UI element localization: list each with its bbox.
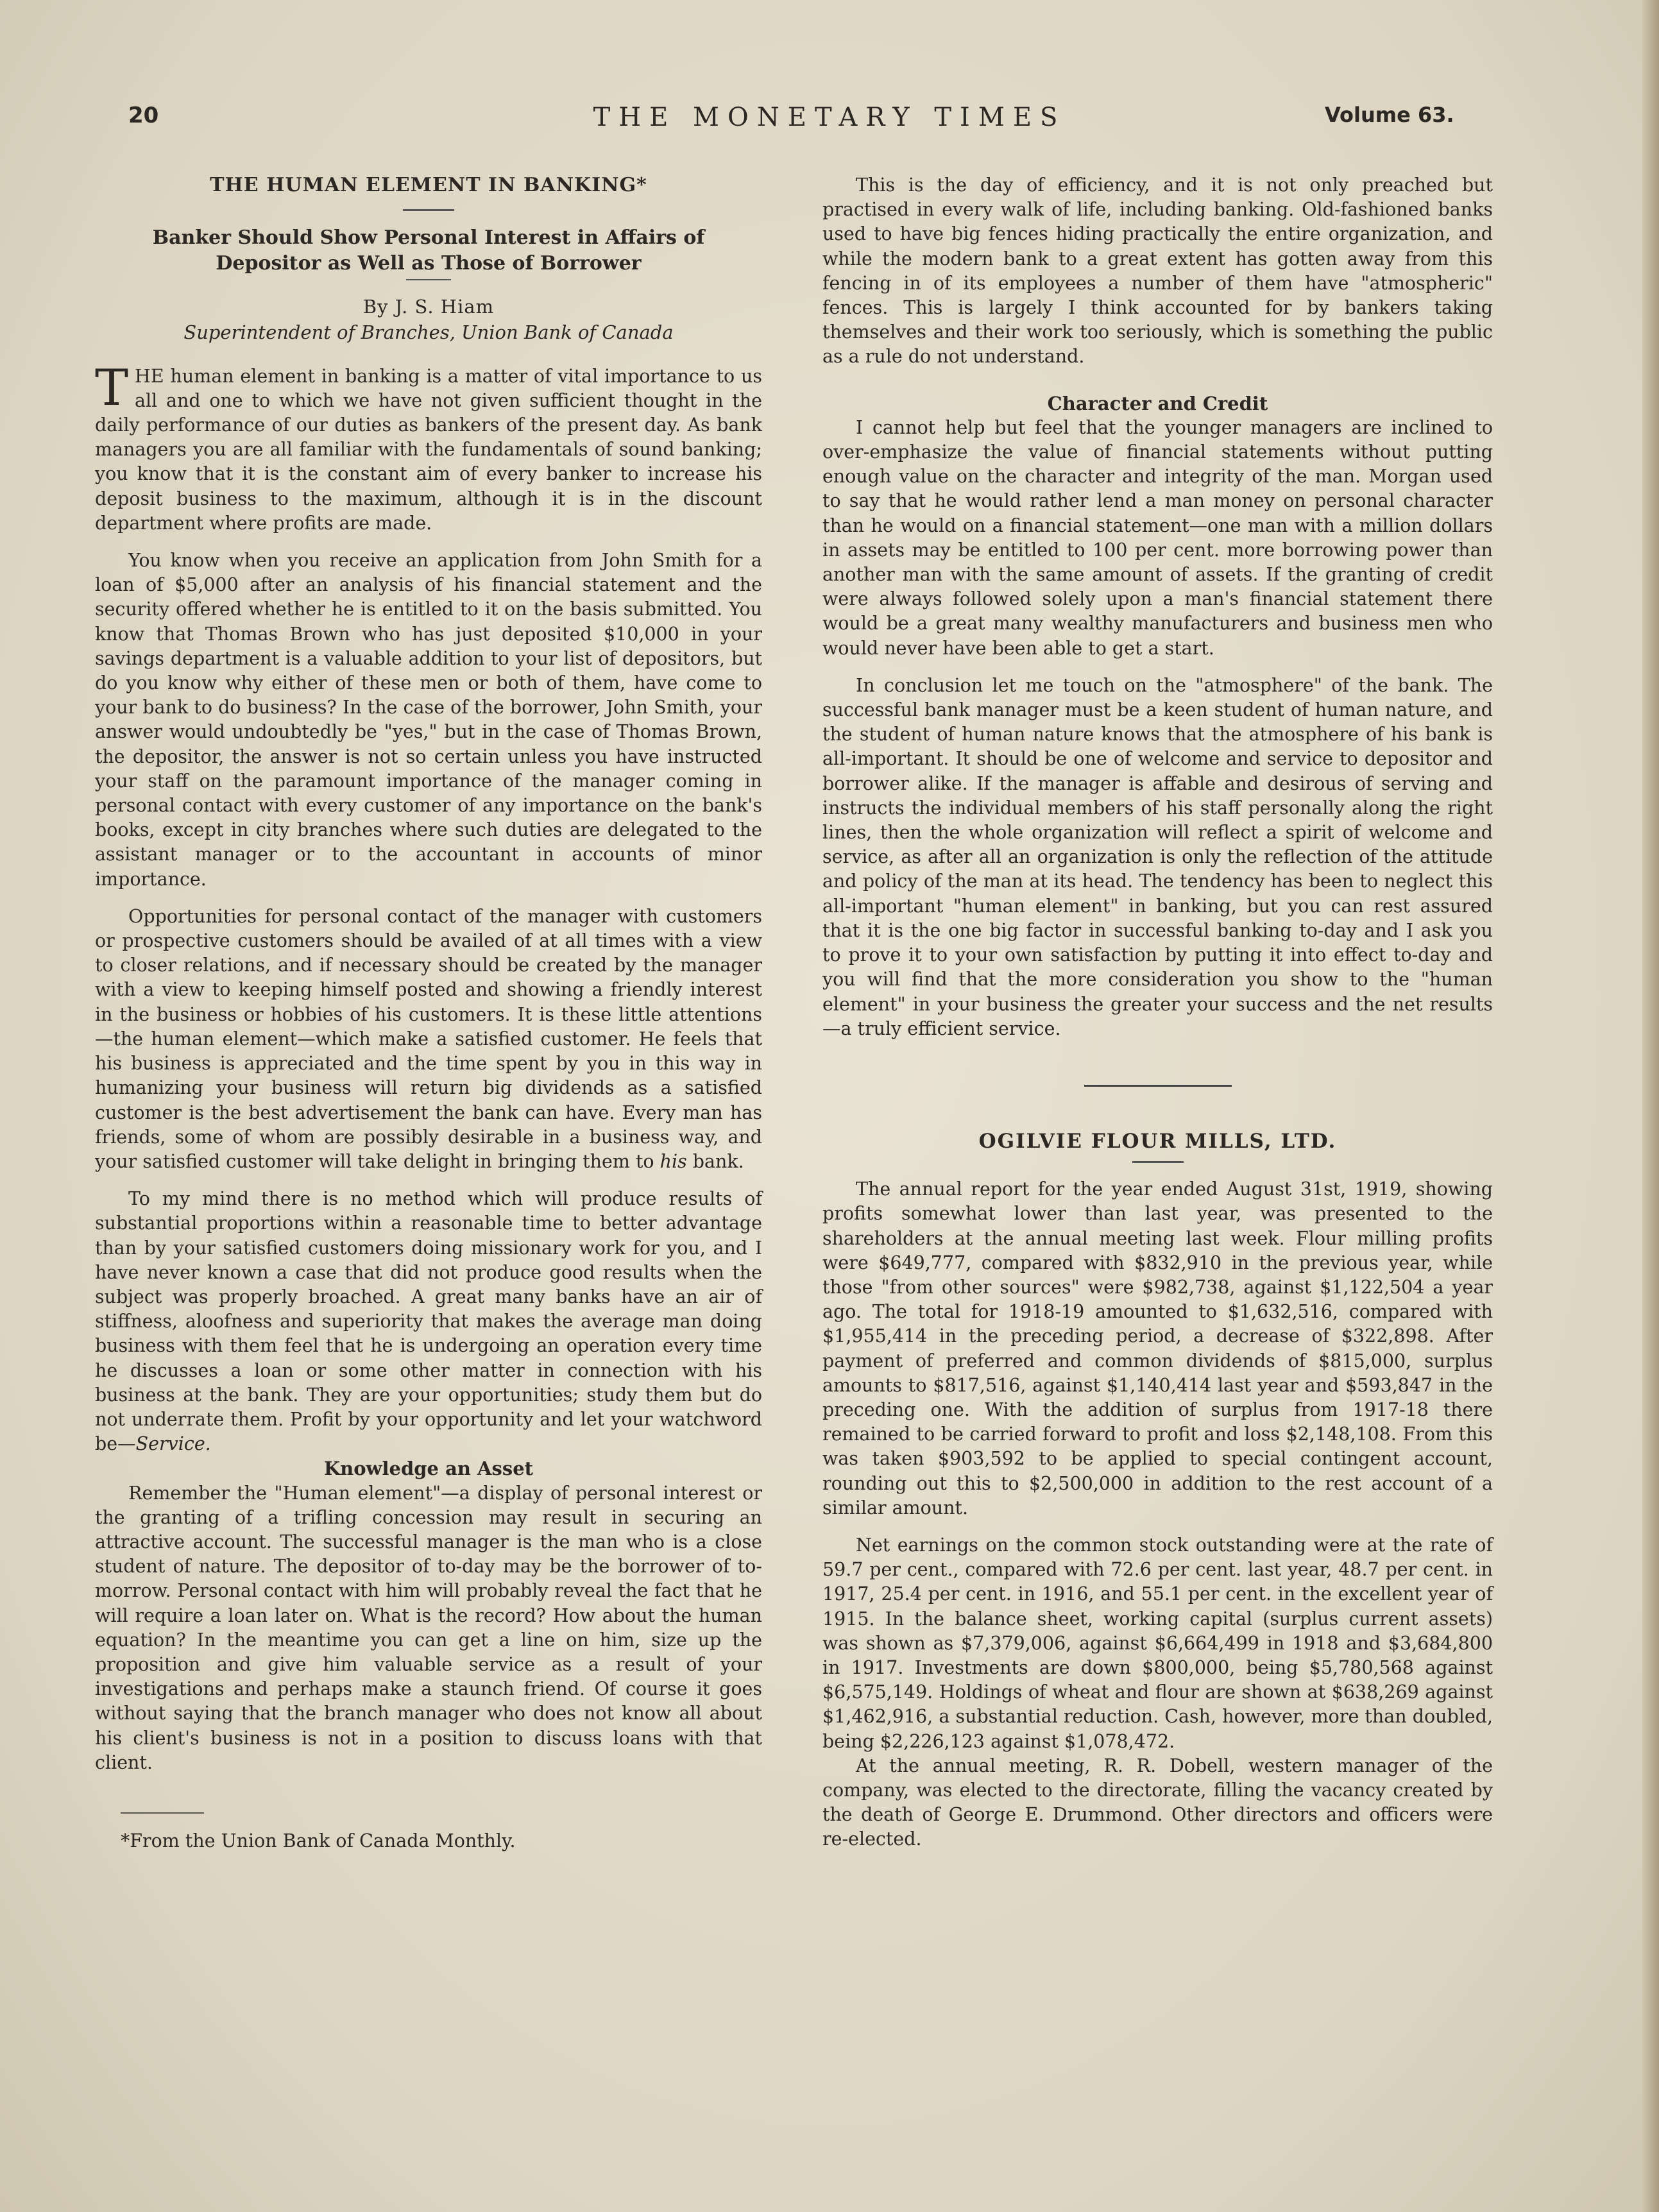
- volume-label: Volume 63.: [1325, 103, 1454, 127]
- title-rule: [1132, 1161, 1184, 1163]
- left-column: [95, 173, 762, 1853]
- paragraph-text: To my mind there is no method which will produce results of substantial proportions within a reasonable time to better advantage than by your satisfied customers doing missionary work for you, and I have never known a case that did not produce good results when the subject was properly broached. A great many banks have an air of stiffness, aloofness and superiority that makes the average man doing business with them feel that he is undergoing an operation every time he discusses a loan or some other matter in connection with his business at the bank. They are your opportunities; study them but do not underrate them. Profit by your opportunity and let your watchword be—: [95, 1188, 762, 1455]
- article-deck: Banker Should Show Personal Interest in Affairs of Depositor as Well as Those of Borrower: [152, 226, 705, 275]
- emphasis: Service.: [135, 1433, 211, 1455]
- paragraph: Net earnings on the common stock outstanding were at the rate of 59.7 per cent., compared with 72.6 per cent. last year, 48.7 per cent. in 1917, 25.4 per cent. in 1916, and 55.1 per cent. in the excellent year of 1915. In the balance sheet, working capital (surplus current assets) was shown as $7,379,006, against $6,664,499 in 1918 and $3,684,800 in 1917. Investments are down $800,000, being $5,780,568 against $6,575,149. Holdings of wheat and flour are shown at $638,269 against $1,462,916, a substantial reduction. Cash, however, more than doubled, being $2,226,123 against $1,078,472.: [822, 1534, 1493, 1752]
- paragraph: [95, 1187, 762, 1456]
- article-separator: [1084, 1085, 1232, 1087]
- title-rule: [403, 209, 454, 211]
- drop-cap: T: [95, 359, 129, 417]
- subheading: Character and Credit: [1047, 392, 1268, 414]
- paragraph-text: HE human element in banking is a matter of vital importance to us all and one to which we have not given sufficient thought in the daily performance of our duties as bankers of the present day. As bank managers you are all familiar with the fundamentals of sound banking; you know that it is the constant aim of every banker to increase his deposit business to the maximum, although it is in the discount department where profits are made.: [95, 365, 762, 534]
- subheading: Knowledge an Asset: [323, 1458, 534, 1480]
- paragraph: [95, 905, 762, 1174]
- paragraph: Remember the "Human element"—a display of personal interest or the granting of a trifling concession may result in securing an attractive account. The successful manager is the man who is a close student of nature. The depositor of to-day may be the borrower of to-morrow. Personal contact with him will probably reveal the fact that he will require a loan later on. What is the record? How about the human equation? In the meantime you can get a line on him, size up the proposition and give him valuable service as a result of your investigations and perhaps make a staunch friend. Of course it goes without saying that the branch manager who does not know all about his client's business is not in a position to discuss loans with that client.: [95, 1482, 762, 1773]
- deck-rule: [406, 279, 451, 280]
- right-column: [822, 173, 1493, 1852]
- article-title: OGILVIE FLOUR MILLS, LTD.: [978, 1129, 1337, 1153]
- article-title: THE HUMAN ELEMENT IN BANKING*: [210, 174, 647, 196]
- paragraph: You know when you receive an application from John Smith for a loan of $5,000 after an analysis of his financial statement and the security offered whether he is entitled to it on the basis submitted. You know that Thomas Brown who has just deposited $10,000 in your savings department is a valuable addition to your list of depositors, but do you know why either of these men or both of them, have come to your bank to do business? In the case of the borrower, John Smith, your answer would undoubtedly be "yes," but in the case of Thomas Brown, the depositor, the answer is not so certain unless you have instructed your staff on the paramount importance of the manager coming in personal contact with every customer of any importance on the bank's books, except in city branches where such duties are delegated to the assistant manager or to the accountant in accounts of minor importance.: [95, 550, 762, 890]
- publication-title: THE MONETARY TIMES: [593, 103, 1066, 132]
- paragraph: This is the day of efficiency, and it is not only preached but practised in every walk of life, including banking. Old-fashioned banks used to have big fences hiding practically the entire organization, and while the modern bank to a great extent has gotten away from this fencing in of its employees a number of them have "atmospheric" fences. This is largely I think accounted for by bankers taking themselves and their work too seriously, which is something the public as a rule do not understand.: [822, 174, 1493, 368]
- paragraph-text: Opportunities for personal contact of the manager with customers or prospective customers should be availed of at all times with a view to closer relations, and if necessary should be created by the manager with a view to keeping himself posted and showing a friendly interest in the business or hobbies of his customers. It is these little attentions—the human element—which make a satisfied customer. He feels that his business is appreciated and the time spent by you in this way in humanizing your business will return big dividends as a satisfied customer is the best advertisement the bank can have. Every man has friends, some of whom are possibly desirable in a business way, and your satisfied customer will take delight in bringing them to: [95, 905, 762, 1172]
- page-number: 20: [128, 103, 159, 128]
- paragraph-text: bank.: [692, 1150, 744, 1172]
- page-edge-shadow: [1642, 0, 1659, 2212]
- paragraph: At the annual meeting, R. R. Dobell, western manager of the company, was elected to the directorate, filling the vacancy created by the death of George E. Drummond. Other directors and officers were re-elected.: [822, 1755, 1493, 1850]
- paragraph: [95, 359, 762, 536]
- author-position: Superintendent of Branches, Union Bank of Canada: [183, 321, 674, 344]
- footnote: *From the Union Bank of Canada Monthly.: [121, 1830, 516, 1851]
- byline: By J. S. Hiam: [362, 296, 495, 318]
- paragraph: The annual report for the year ended August 31st, 1919, showing profits somewhat lower than last year, was presented to the shareholders at the annual meeting last week. Flour milling profits were $649,777, compared with $832,910 in the previous year, while those "from other sources" were $982,738, against $1,122,504 a year ago. The total for 1918-19 amounted to $1,632,516, compared with $1,955,414 in the preceding period, a decrease of $322,898. After payment of preferred and common dividends of $815,000, surplus amounts to $817,516, against $1,140,414 last year and $593,847 in the preceding one. With the addition of surplus from 1917-18 there remained to be carried forward to profit and loss $2,148,108. From this was taken $903,592 to be applied to special contingent account, rounding out this to $2,500,000 in addition to the rest account of a similar amount.: [822, 1178, 1493, 1519]
- emphasis: his: [659, 1150, 687, 1172]
- paragraph: I cannot help but feel that the younger managers are inclined to over-emphasize the value of financial statements without putting enough value on the character and integrity of the man. Morgan used to say that he would rather lend a man money on personal character than he would on a financial statement—one man with a million dollars in assets may be entitled to 100 per cent. more borrowing power than another man with the same amount of assets. If the granting of credit were always followed solely upon a man's financial statement there would be a great many wealthy manufacturers and business men who would never have been able to get a start.: [822, 416, 1493, 659]
- paragraph: In conclusion let me touch on the "atmosphere" of the bank. The successful bank manager must be a keen student of human nature, and the student of human nature knows that the atmosphere of his bank is all-important. It should be one of welcome and service to depositor and borrower alike. If the manager is affable and desirous of serving and instructs the individual members of his staff personally along the right lines, then the whole organization will reflect a spirit of welcome and service, as after all an organization is only the reflection of the attitude and policy of the man at its head. The tendency has been to neglect this all-important "human element" in banking, but you can rest assured that it is the one big factor in successful banking to-day and I ask you to prove it to your own satisfaction by putting it into effect to-day and you will find that the more consideration you show to the "human element" in your business the greater your success and the net results—a truly efficient service.: [822, 674, 1493, 1039]
- footnote-rule: [121, 1812, 204, 1814]
